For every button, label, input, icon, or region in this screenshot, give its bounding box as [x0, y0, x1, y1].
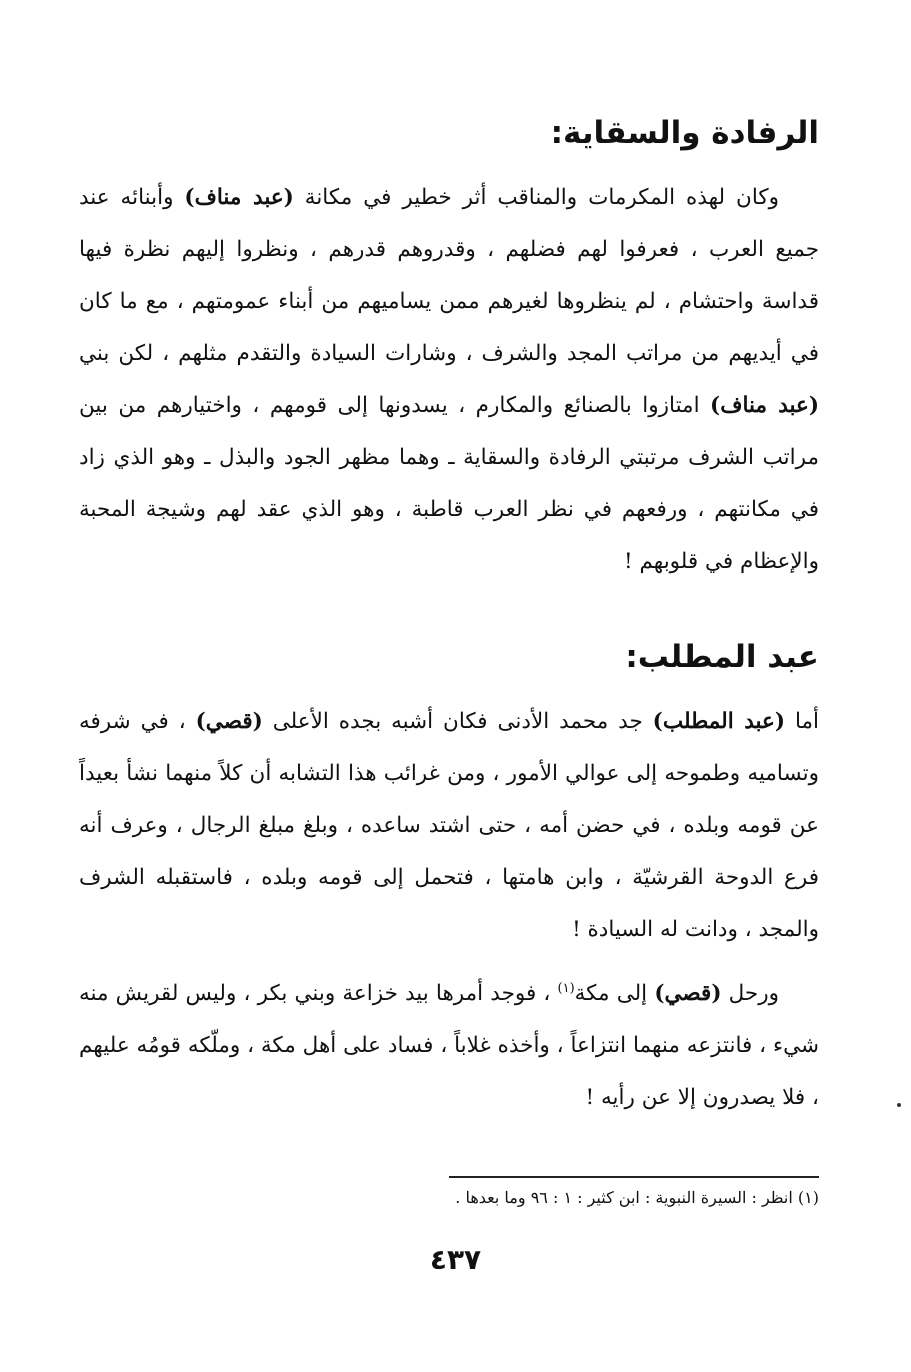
paragraph-abd-almuttalib	[79, 696, 819, 956]
section-heading-rifada: الرفادة والسقاية:	[550, 115, 819, 151]
margin-dot	[897, 1103, 901, 1107]
page-content	[79, 108, 819, 1124]
text-run: امتازوا بالصنائع والمكارم ، يسدونها إلى قومهم ، واختيارهم من بين مراتب الشرف مرتبتي الرفادة والسقاية ـ وهما مظهر الجود والبذل ـ وهو الذي زاد في مكانتهم ، ورفعهم في نظر العرب قاطبة ، وهو الذي عقد لهم وشيجة المحبة والإعظام في قلوبهم !	[79, 393, 819, 574]
text-run: ، في شرفه وتساميه وطموحه إلى عوالي الأمور ، ومن غرائب هذا التشابه أن كلاً منهما نشأ بعيداً عن قومه وبلده ، في حضن أمه ، حتى اشتد ساعده ، وبلغ مبلغ الرجال ، وعرف أنه فرع الدوحة القرشيّة ، وابن هامتها ، فتحمل إلى قومه وبلده ، فاستقبله الشرف والمجد ، ودانت له السيادة !	[79, 709, 819, 942]
footnote-reference: (١)	[557, 980, 575, 996]
footnote: (١) انظر : السيرة النبوية : ابن كثير : ١ : ٩٦ وما بعدها .	[455, 1188, 819, 1207]
bold-name: (قصي)	[654, 981, 722, 1006]
text-run: جد محمد الأدنى فكان أشبه بجده الأعلى	[262, 709, 653, 734]
section-heading-abd-almuttalib: عبد المطلب:	[625, 639, 819, 675]
bold-name: (عبد مناف)	[710, 393, 819, 418]
footnote-divider	[449, 1176, 819, 1178]
text-run: وأبنائه عند جميع العرب ، فعرفوا لهم فضلهم ، وقدروهم قدرهم ، ونظروا إليهم نظرة فيها قداسة واحتشام ، لم ينظروها لغيرهم ممن يساميهم من أبناء عمومتهم ، مع ما كان في أيديهم من مراتب المجد والشرف ، وشارات السيادة والتقدم مثلهم ، لكن بني	[79, 185, 819, 366]
text-run: ورحل	[721, 981, 779, 1006]
text-run: إلى مكة	[574, 981, 655, 1006]
page-number: ٤٣٧	[429, 1243, 482, 1276]
bold-name: (عبد المطلب)	[652, 709, 786, 734]
text-run: وكان لهذه المكرمات والمناقب أثر خطير في مكانة	[293, 185, 779, 210]
bold-name: (قصي)	[195, 709, 263, 734]
text-run: ، فوجد أمرها بيد خزاعة وبني بكر ، وليس لقريش منه شيء ، فانتزعه منهما انتزاعاً ، وأخذه غلاباً ، فساد على أهل مكة ، وملّكه قومُه عليهم ، فلا يصدرون إلا عن رأيه !	[79, 981, 819, 1110]
text-run: أما	[785, 709, 820, 734]
paragraph-qusay	[79, 968, 819, 1124]
bold-name: (عبد مناف)	[184, 185, 294, 210]
paragraph-rifada	[79, 172, 819, 588]
